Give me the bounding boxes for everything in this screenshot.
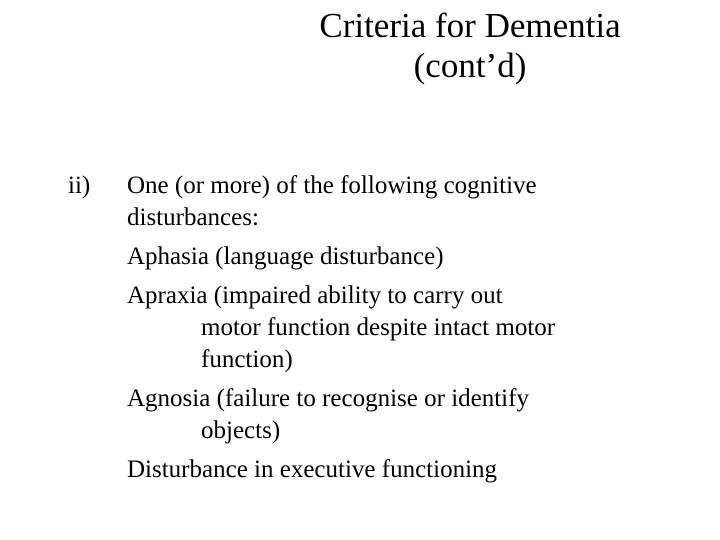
criterion-executive-line-1: Disturbance in executive functioning	[127, 456, 498, 483]
criterion-executive	[127, 454, 687, 486]
criterion-aphasia	[127, 241, 687, 273]
slide-title-line-2: (cont’d)	[413, 46, 527, 85]
criterion-apraxia-line-2: motor function despite intact motor	[201, 314, 556, 341]
intro-line-2: disturbances:	[127, 204, 259, 231]
criterion-apraxia-line-1: Apraxia (impaired ability to carry out	[127, 282, 503, 309]
criteria-body	[127, 170, 687, 486]
intro-paragraph	[127, 170, 687, 234]
criterion-agnosia	[127, 383, 687, 447]
criterion-agnosia-line-1: Agnosia (failure to recognise or identify	[127, 385, 529, 412]
intro-line-1: One (or more) of the following cognitive	[127, 172, 537, 199]
slide-title-line-1: Criteria for Dementia	[319, 6, 621, 45]
criterion-apraxia-line-3: function)	[201, 346, 293, 373]
slide-title	[300, 6, 640, 86]
criterion-agnosia-line-2: objects)	[201, 417, 281, 444]
criterion-apraxia	[127, 280, 687, 376]
list-marker: ii)	[68, 172, 91, 199]
criterion-aphasia-line-1: Aphasia (language disturbance)	[127, 243, 444, 270]
